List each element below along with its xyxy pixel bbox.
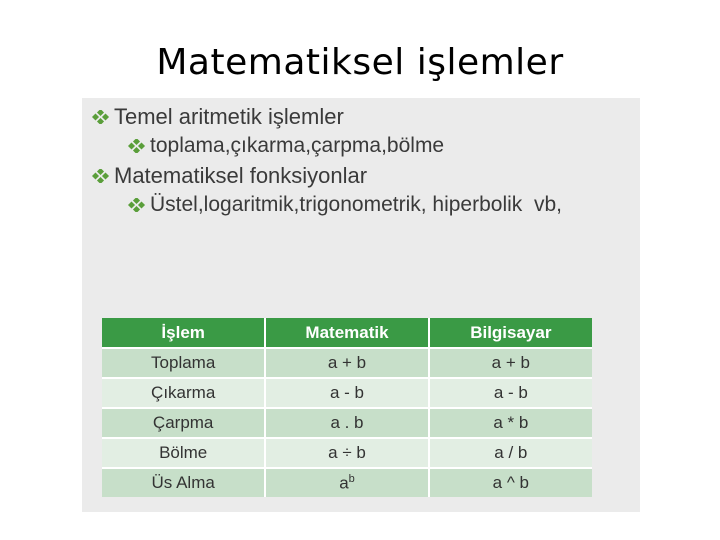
bullet-item (128, 134, 444, 158)
diamond-bullet-icon (92, 110, 110, 124)
cell-operation: Bölme (102, 438, 265, 468)
header-math: Matematik (265, 318, 428, 348)
operations-table (102, 318, 592, 497)
table-row (102, 408, 592, 438)
cell-math: a . b (265, 408, 428, 438)
cell-computer: a - b (429, 378, 592, 408)
table-row (102, 468, 592, 497)
cell-math: a + b (265, 348, 428, 378)
math-exponent: b (348, 472, 355, 485)
math-base: a (339, 473, 349, 493)
cell-operation: Çıkarma (102, 378, 265, 408)
cell-operation: Üs Alma (102, 468, 265, 497)
bullet-text: toplama,çıkarma,çarpma,bölme (150, 134, 445, 157)
cell-math: a ÷ b (265, 438, 428, 468)
cell-computer: a * b (429, 408, 592, 438)
table-row (102, 348, 592, 378)
bullet-text: Temel aritmetik işlemler (114, 104, 344, 129)
cell-math: a - b (265, 378, 428, 408)
cell-computer: a + b (429, 348, 592, 378)
cell-operation: Toplama (102, 348, 265, 378)
bullet-item (92, 163, 367, 189)
diamond-bullet-icon (128, 198, 146, 212)
bullet-item (92, 104, 344, 130)
cell-computer: a ^ b (429, 468, 592, 497)
table-row (102, 438, 592, 468)
bullet-item (128, 193, 562, 217)
header-operation: İşlem (102, 318, 265, 348)
table-header-row (102, 318, 592, 348)
table-row (102, 378, 592, 408)
bullet-text: Matematiksel fonksiyonlar (114, 163, 368, 188)
cell-math (265, 468, 428, 497)
diamond-bullet-icon (128, 139, 146, 153)
cell-operation: Çarpma (102, 408, 265, 438)
cell-computer: a / b (429, 438, 592, 468)
header-computer: Bilgisayar (429, 318, 592, 348)
bullet-text: Üstel,logaritmik,trigonometrik, hiperbolik vb, (150, 193, 562, 216)
diamond-bullet-icon (92, 169, 110, 183)
slide-title: Matematiksel işlemler (156, 42, 564, 83)
